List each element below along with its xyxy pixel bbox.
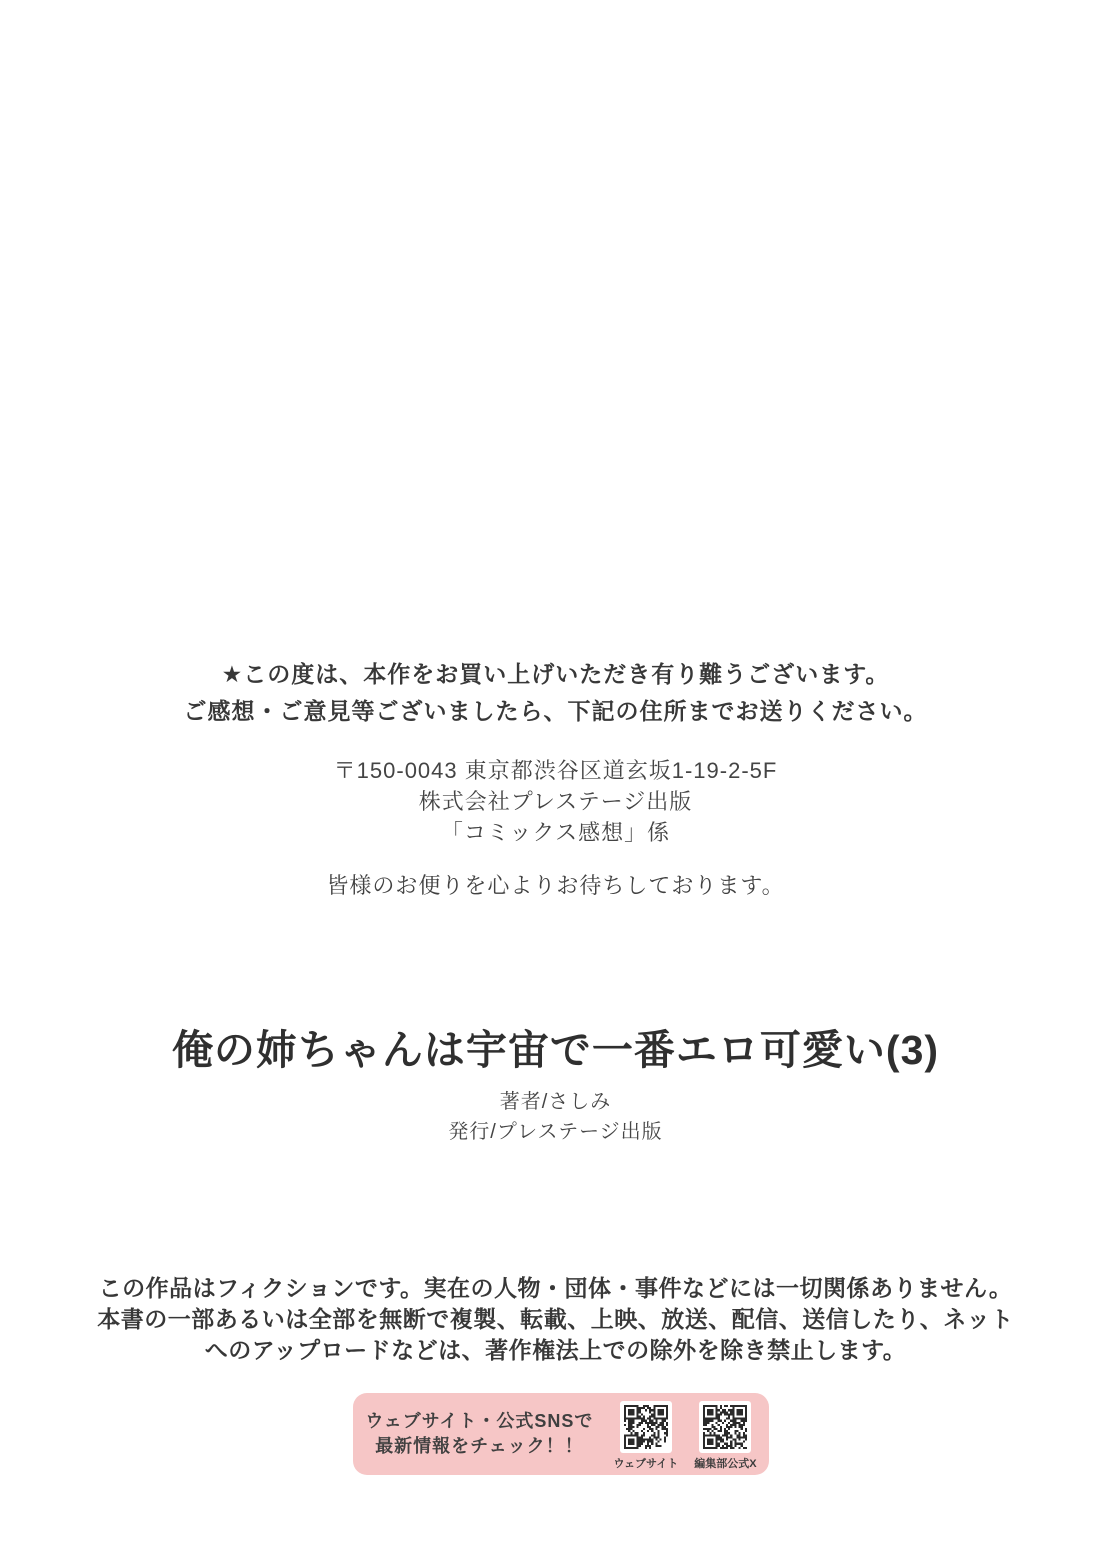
copyright-disclaimer (0, 1273, 1111, 1366)
book-title: 俺の姉ちゃんは宇宙で一番エロ可愛い(3) (171, 1027, 940, 1073)
promo-text-line1: ウェブサイト・公式SNSで (365, 1411, 594, 1431)
waiting-message: 皆様のお便りを心よりお待ちしております。 (326, 873, 785, 898)
thanks-note-line2: ご感想・ご意見等ございましたら、下記の住所までお送りください。 (183, 698, 928, 724)
sns-promo-box (353, 1393, 769, 1475)
qr-code-icon (699, 1401, 751, 1453)
disclaimer-line1: この作品はフィクションです。実在の人物・団体・事件などには一切関係ありません。 (98, 1275, 1013, 1301)
qr-item-editorial-x (694, 1401, 756, 1471)
address-postal-line: 〒150-0043 東京都渋谷区道玄坂1-19-2-5F (333, 758, 778, 783)
qr-label-editorial-x: 編集部公式X (694, 1458, 757, 1470)
qr-group (613, 1401, 756, 1471)
thanks-note (0, 656, 1111, 730)
address-department-line: 「コミックス感想」係 (440, 820, 671, 845)
disclaimer-line2: 本書の一部あるいは全部を無断で複製、転載、上映、放送、配信、送信したり、ネット (97, 1306, 1014, 1332)
colophon-credits (0, 1087, 1111, 1147)
qr-label-website: ウェブサイト (613, 1458, 679, 1470)
disclaimer-line3: へのアップロードなどは、著作権法上での除外を除き禁止します。 (204, 1337, 907, 1363)
thanks-note-line1: ★この度は、本作をお買い上げいただき有り難うございます。 (221, 661, 890, 687)
author-credit: 著者/さしみ (499, 1091, 612, 1113)
publisher-credit: 発行/プレステージ出版 (448, 1121, 663, 1143)
publisher-address (0, 755, 1111, 848)
qr-code-icon (620, 1401, 672, 1453)
qr-item-website (613, 1401, 678, 1471)
promo-text-line2: 最新情報をチェック！！ (375, 1436, 584, 1456)
promo-text (365, 1409, 593, 1459)
address-company-line: 株式会社プレステージ出版 (418, 789, 693, 814)
